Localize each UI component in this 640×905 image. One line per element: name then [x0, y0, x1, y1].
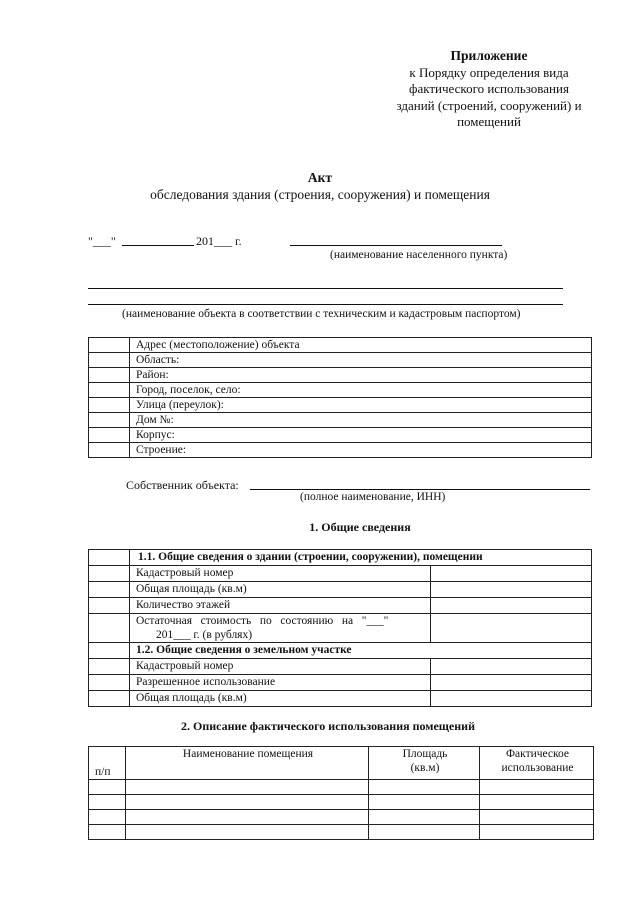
- owner-caption: (полное наименование, ИНН): [300, 491, 446, 503]
- residual-line-1: Остаточная стоимость по состоянию на "___": [136, 615, 389, 627]
- cell[interactable]: [369, 780, 480, 795]
- date-year: 201___ г.: [196, 234, 242, 248]
- appendix-block: [374, 48, 604, 131]
- premises-table: [88, 746, 594, 840]
- owner-label: Собственник объекта:: [126, 478, 239, 492]
- header-name: Наименование помещения: [126, 747, 369, 780]
- header-area: [369, 747, 480, 780]
- table-row: [89, 398, 592, 413]
- value-cell[interactable]: [431, 691, 592, 707]
- object-name-line-2[interactable]: [88, 304, 563, 305]
- cell[interactable]: [480, 810, 594, 825]
- value-cell[interactable]: [431, 566, 592, 582]
- header-area-line2: (кв.м): [410, 762, 440, 774]
- table-row: [89, 428, 592, 443]
- header-use-line2: использование: [501, 762, 574, 774]
- table-row: [89, 598, 592, 614]
- section2-title: 2. Описание фактического использования помещений: [181, 719, 475, 733]
- header-use: [480, 747, 594, 780]
- section1-sub1: 1.1. Общие сведения о здании (строении, сооружении), помещении: [130, 550, 592, 566]
- table-row: [89, 443, 592, 458]
- date-month-line[interactable]: [122, 245, 194, 246]
- table-row: [89, 383, 592, 398]
- row-label: Количество этажей: [130, 598, 431, 614]
- appendix-line: к Порядку определения вида: [409, 64, 569, 80]
- table-row: [89, 614, 592, 643]
- section1-sub2: 1.2. Общие сведения о земельном участке: [130, 643, 592, 659]
- table-row: [89, 643, 592, 659]
- address-field[interactable]: Корпус:: [130, 428, 592, 443]
- address-field[interactable]: Строение:: [130, 443, 592, 458]
- cell[interactable]: [126, 780, 369, 795]
- cell[interactable]: [89, 825, 126, 840]
- address-field[interactable]: Город, поселок, село:: [130, 383, 592, 398]
- cell[interactable]: [126, 825, 369, 840]
- row-label: Разрешенное использование: [130, 675, 431, 691]
- object-name-line-1[interactable]: [88, 288, 563, 289]
- table-row: [89, 691, 592, 707]
- row-label: Кадастровый номер: [130, 659, 431, 675]
- date-day: "___": [88, 234, 116, 248]
- row-label: Общая площадь (кв.м): [130, 582, 431, 598]
- table-row: [89, 810, 594, 825]
- settlement-caption: (наименование населенного пункта): [330, 249, 508, 261]
- table-row: [89, 368, 592, 383]
- address-table: [88, 337, 592, 458]
- cell[interactable]: [89, 810, 126, 825]
- cell[interactable]: [369, 810, 480, 825]
- cell[interactable]: [480, 780, 594, 795]
- address-field[interactable]: Улица (переулок):: [130, 398, 592, 413]
- appendix-heading: Приложение: [450, 48, 528, 63]
- table-row: [89, 795, 594, 810]
- row-label: Кадастровый номер: [130, 566, 431, 582]
- header-use-line1: Фактическое: [505, 748, 570, 760]
- section1-title: 1. Общие сведения: [309, 520, 411, 534]
- row-label: Общая площадь (кв.м): [130, 691, 431, 707]
- table-row: [89, 566, 592, 582]
- settlement-line[interactable]: [290, 245, 502, 246]
- general-info-table: [88, 549, 592, 707]
- appendix-line: зданий (строений, сооружений) и: [396, 97, 582, 113]
- address-field[interactable]: Дом №:: [130, 413, 592, 428]
- owner-line[interactable]: [250, 489, 590, 490]
- table-row: [89, 582, 592, 598]
- value-cell[interactable]: [431, 598, 592, 614]
- appendix-line: помещений: [457, 114, 521, 129]
- residual-line-2: 201___ г. (в рублях): [156, 629, 253, 641]
- cell[interactable]: [369, 825, 480, 840]
- appendix-line: фактического использования: [409, 81, 569, 96]
- cell[interactable]: [89, 780, 126, 795]
- act-subtitle: обследования здания (строения, сооружения) и помещения: [150, 187, 490, 202]
- residual-value-label: [130, 614, 431, 643]
- cell[interactable]: [480, 795, 594, 810]
- address-header: Адрес (местоположение) объекта: [130, 338, 592, 353]
- object-caption: (наименование объекта в соответствии с техническим и кадастровым паспортом): [122, 308, 521, 320]
- table-row: [89, 550, 592, 566]
- act-title: Акт: [307, 170, 333, 185]
- table-row: [89, 825, 594, 840]
- value-cell[interactable]: [431, 614, 592, 643]
- cell[interactable]: [480, 825, 594, 840]
- table-row: [89, 780, 594, 795]
- cell[interactable]: [369, 795, 480, 810]
- value-cell[interactable]: [431, 659, 592, 675]
- header-num: п/п: [89, 747, 126, 780]
- cell[interactable]: [126, 810, 369, 825]
- table-header-row: [89, 747, 594, 780]
- table-row: [89, 659, 592, 675]
- value-cell[interactable]: [431, 582, 592, 598]
- cell[interactable]: [126, 795, 369, 810]
- cell[interactable]: [89, 795, 126, 810]
- header-area-line1: Площадь: [402, 748, 448, 760]
- table-row: [89, 413, 592, 428]
- table-row: [89, 353, 592, 368]
- address-field[interactable]: Область:: [130, 353, 592, 368]
- table-row: [89, 338, 592, 353]
- value-cell[interactable]: [431, 675, 592, 691]
- address-field[interactable]: Район:: [130, 368, 592, 383]
- table-row: [89, 675, 592, 691]
